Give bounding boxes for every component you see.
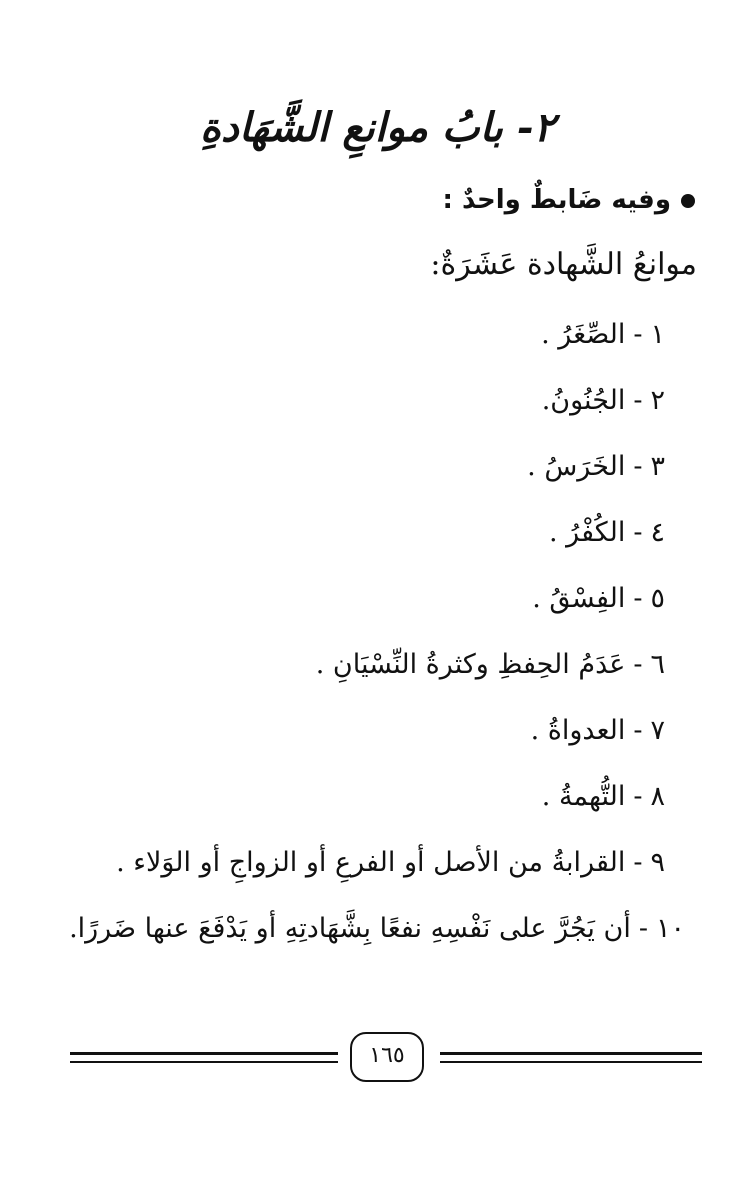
- item-text: التُّهمةُ .: [541, 781, 626, 812]
- subheading-text: وفيه ضَابطٌ واحدٌ :: [442, 185, 671, 215]
- list-item: ٥-الفِسْقُ .: [45, 574, 665, 640]
- item-text: الصِّغَرُ .: [541, 319, 626, 350]
- impediments-list: [45, 310, 685, 970]
- item-text: الكُفْرُ .: [549, 517, 626, 548]
- footer-rule-left: [70, 1052, 338, 1063]
- footer-rule-right: [440, 1052, 702, 1063]
- chapter-title: ٢- بابُ موانعِ الشَّهَادةِ: [200, 104, 555, 151]
- list-item: ٤-الكُفْرُ .: [45, 508, 665, 574]
- item-number: ١٠: [655, 913, 685, 944]
- list-item: ١٠-أن يَجُرَّ على نَفْسِهِ نفعًا بِشَّهَادتِهِ أو يَدْفَعَ عنها ضَررًا.: [65, 904, 685, 970]
- list-item: ٧-العدواةُ .: [45, 706, 665, 772]
- item-number: ٩: [650, 847, 665, 878]
- bullet-icon: [681, 194, 695, 208]
- list-item: ٨-التُّهمةُ .: [45, 772, 665, 838]
- item-text: القرابةُ من الأصل أو الفرعِ أو الزواجِ أو الوَلاء .: [116, 847, 626, 878]
- item-number: ٨: [650, 781, 665, 812]
- subheading: [443, 178, 695, 222]
- item-text: الجُنُونُ.: [541, 385, 626, 416]
- item-number: ٣: [650, 451, 665, 482]
- item-number: ٢: [650, 385, 665, 416]
- item-number: ٥: [650, 583, 665, 614]
- list-item: ١-الصِّغَرُ .: [45, 310, 665, 376]
- list-item: ٦-عَدَمُ الحِفظِ وكثرةُ النِّسْيَانِ .: [45, 640, 665, 706]
- page-number: ١٦٥: [350, 1032, 424, 1082]
- item-text: عَدَمُ الحِفظِ وكثرةُ النِّسْيَانِ .: [315, 649, 626, 680]
- item-text: الفِسْقُ .: [532, 583, 626, 614]
- list-item: ٩-القرابةُ من الأصل أو الفرعِ أو الزواجِ أو الوَلاء .: [45, 838, 665, 904]
- item-number: ١: [650, 319, 665, 350]
- item-number: ٧: [650, 715, 665, 746]
- list-item: ٣-الخَرَسُ .: [45, 442, 665, 508]
- item-text: أن يَجُرَّ على نَفْسِهِ نفعًا بِشَّهَادتِهِ أو يَدْفَعَ عنها ضَررًا.: [69, 913, 631, 944]
- list-item: ٢-الجُنُونُ.: [45, 376, 665, 442]
- item-number: ٦: [650, 649, 665, 680]
- item-text: العدواةُ .: [530, 715, 626, 746]
- item-number: ٤: [650, 517, 665, 548]
- intro-text: موانعُ الشَّهادة عَشَرَةٌ:: [430, 247, 697, 282]
- item-text: الخَرَسُ .: [527, 451, 626, 482]
